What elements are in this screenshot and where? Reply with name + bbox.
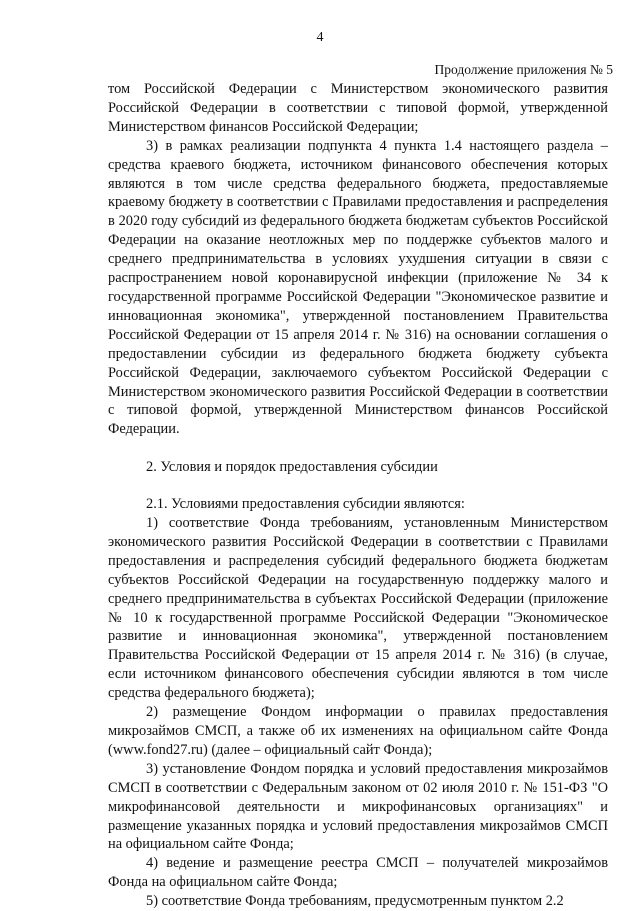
paragraph-2-1: 2.1. Условиями предоставления субсидии являются: — [146, 496, 465, 513]
document-body — [108, 80, 608, 911]
paragraph-condition-4: 4) ведение и размещение реестра СМСП – получателей микрозаймов Фонда на официальном сайте Фонда; — [108, 855, 608, 891]
paragraph-condition-2: 2) размещение Фондом информации о правилах предоставления микрозаймов СМСП, а также об их изменениях на официальном сайте Фонда (www.fond27.ru) (далее – официальный сайт Фонда); — [108, 704, 608, 758]
running-header: Продолжение приложения № 5 — [434, 62, 613, 77]
paragraph-continuation: том Российской Федерации с Министерством экономического развития Российской Федерации в соответствии с типовой формой, утвержденной Министерством финансов Российской Федерации; — [108, 81, 608, 135]
page-number: 4 — [316, 30, 324, 45]
paragraph-item-3: 3) в рамках реализации подпункта 4 пункта 1.4 настоящего раздела – средства краевого бюджета, источником финансового обеспечения которых являются в том числе средства федерального бюджета, предоставляемые краевому бюджету в соответствии с Правилами предоставления и распределения в 2020 году субсидий из федерального бюджета бюджетам субъектов Российской Федерации на оказание неотложных мер по поддержке субъектов малого и среднего предпринимательства в условиях ухудшения ситуации в связи с распространением новой коронавирусной инфекции (приложение № 34 к государственной программе Российской Федерации "Экономическое развитие и инновационная экономика", утвержденной постановлением Правительства Российской Федерации от 15 апреля 2014 г. № 316) на основании соглашения о предоставлении субсидии из федерального бюджета бюджету субъекта Российской Федерации, заключаемого субъектом Российской Федерации с Министерством экономического развития Российской Федерации в соответствии с типовой формой, утвержденной Министерством финансов Российской Федерации. — [108, 137, 608, 438]
paragraph-condition-5: 5) соответствие Фонда требованиям, предусмотренным пунктом 2.2 — [146, 893, 564, 910]
section-heading: 2. Условия и порядок предоставления субсидии — [146, 459, 438, 476]
paragraph-condition-1: 1) соответствие Фонда требованиям, установленным Министерством экономического развития Российской Федерации в соответствии с Правилами предоставления и распределения субсидий федерального бюджета бюджетам субъектов Российской Федерации на государственную поддержку малого и среднего предпринимательства в субъектах Российской Федерации (приложение № 10 к государственной программе Российской Федерации "Экономическое развитие и инновационная экономика", утвержденной постановлением Правительства Российской Федерации от 15 апреля 2014 г. № 316) (в случае, если источником финансового обеспечения субсидии являются в том числе средства федерального бюджета); — [108, 515, 608, 702]
paragraph-condition-3: 3) установление Фондом порядка и условий предоставления микрозаймов СМСП в соответствии с Федеральным законом от 02 июля 2010 г. № 151-ФЗ "О микрофинансовой деятельности и микрофинансовых организациях" и размещение указанных порядка и условий предоставления микрозаймов СМСП на официальном сайте Фонда; — [108, 760, 608, 853]
